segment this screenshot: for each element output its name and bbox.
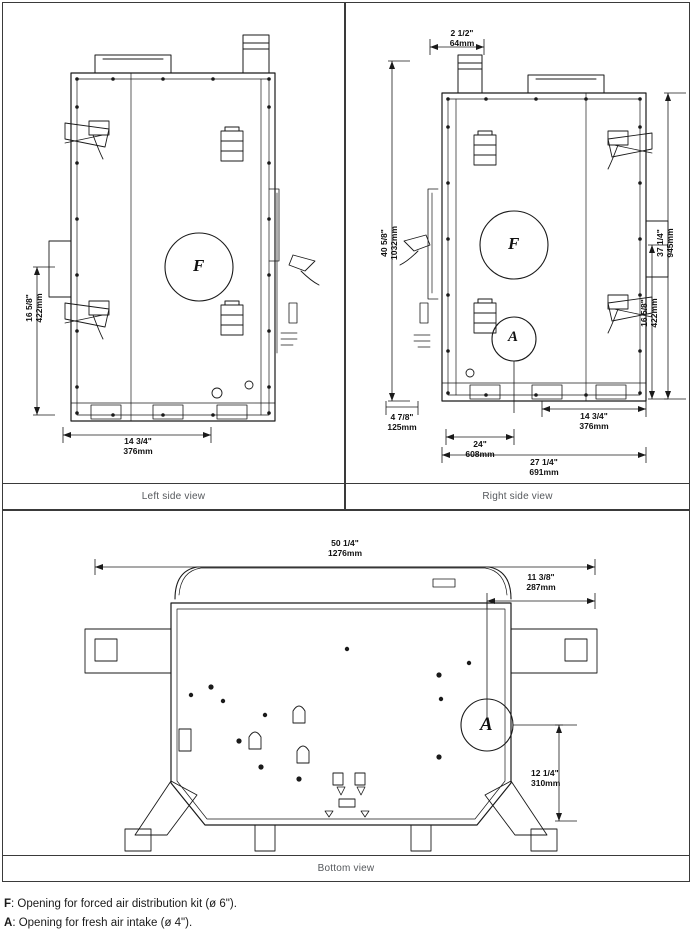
dim-metric: 1276mm — [327, 547, 363, 558]
dim-imperial: 16 5/8" — [24, 294, 34, 322]
dim-imperial: 24" — [473, 439, 487, 449]
legend-text-a: : Opening for fresh air intake (ø 4"). — [12, 917, 193, 929]
panel-right-side-view — [345, 2, 690, 510]
dim-imperial: 4 7/8" — [390, 412, 414, 422]
dim-metric: 422mm — [648, 298, 659, 328]
panel-left-side-view — [2, 2, 345, 510]
caption-left-side-view: Left side view — [3, 483, 344, 509]
legend — [4, 895, 688, 933]
dim-left-14-3-4 — [63, 437, 213, 456]
bottom-view-drawing — [3, 511, 689, 881]
dim-bottom-12-1-4 — [531, 769, 611, 788]
dim-metric: 691mm — [529, 466, 559, 477]
callout-f-left: F — [193, 256, 205, 275]
dim-metric: 310mm — [531, 777, 561, 788]
dim-imperial: 14 3/4" — [580, 411, 608, 421]
dim-imperial: 16 5/8" — [639, 299, 649, 327]
callout-a-right: A — [508, 329, 519, 345]
dim-metric: 608mm — [465, 448, 495, 459]
dim-imperial: 11 3/8" — [527, 572, 555, 582]
dim-imperial: 50 1/4" — [331, 538, 359, 548]
dim-imperial: 2 1/2" — [450, 28, 474, 38]
dim-imperial: 40 5/8" — [379, 229, 389, 257]
dim-imperial: 14 3/4" — [124, 436, 152, 446]
left-side-view-drawing — [3, 3, 344, 509]
dim-right-4-7-8 — [372, 413, 432, 432]
legend-symbol-a: A — [4, 917, 13, 929]
caption-right-side-view: Right side view — [346, 483, 689, 509]
dim-metric: 1032mm — [388, 225, 399, 261]
dim-metric: 376mm — [579, 420, 609, 431]
dim-right-2-1-2 — [432, 29, 492, 48]
dim-metric: 376mm — [123, 445, 153, 456]
dim-bottom-11-3-8 — [491, 573, 591, 592]
dim-metric: 125mm — [387, 421, 417, 432]
dim-right-16-5-8 — [640, 233, 659, 393]
panel-bottom-view — [2, 510, 690, 882]
dim-right-27-1-4 — [494, 458, 594, 477]
legend-row-f — [4, 895, 688, 914]
dim-imperial: 12 1/4" — [531, 768, 559, 778]
legend-row-a — [4, 914, 688, 933]
dim-metric: 945mm — [664, 228, 675, 258]
dim-right-24 — [450, 440, 510, 459]
dim-right-40-5-8 — [380, 153, 399, 333]
dim-imperial: 37 1/4" — [655, 229, 665, 257]
dim-metric: 287mm — [526, 581, 556, 592]
callout-f-right: F — [508, 234, 520, 253]
legend-symbol-f: F — [4, 898, 12, 910]
dim-bottom-50-1-4 — [295, 539, 395, 558]
dim-left-16-5-8 — [25, 233, 44, 383]
dim-imperial: 27 1/4" — [530, 457, 558, 467]
dim-right-14-3-4 — [544, 412, 644, 431]
legend-text-f: : Opening for forced air distribution kit (ø 6"). — [11, 898, 237, 910]
dim-metric: 422mm — [33, 293, 44, 323]
callout-a-bottom: A — [480, 714, 493, 735]
caption-bottom-view: Bottom view — [3, 855, 689, 881]
dim-metric: 64mm — [449, 37, 475, 48]
